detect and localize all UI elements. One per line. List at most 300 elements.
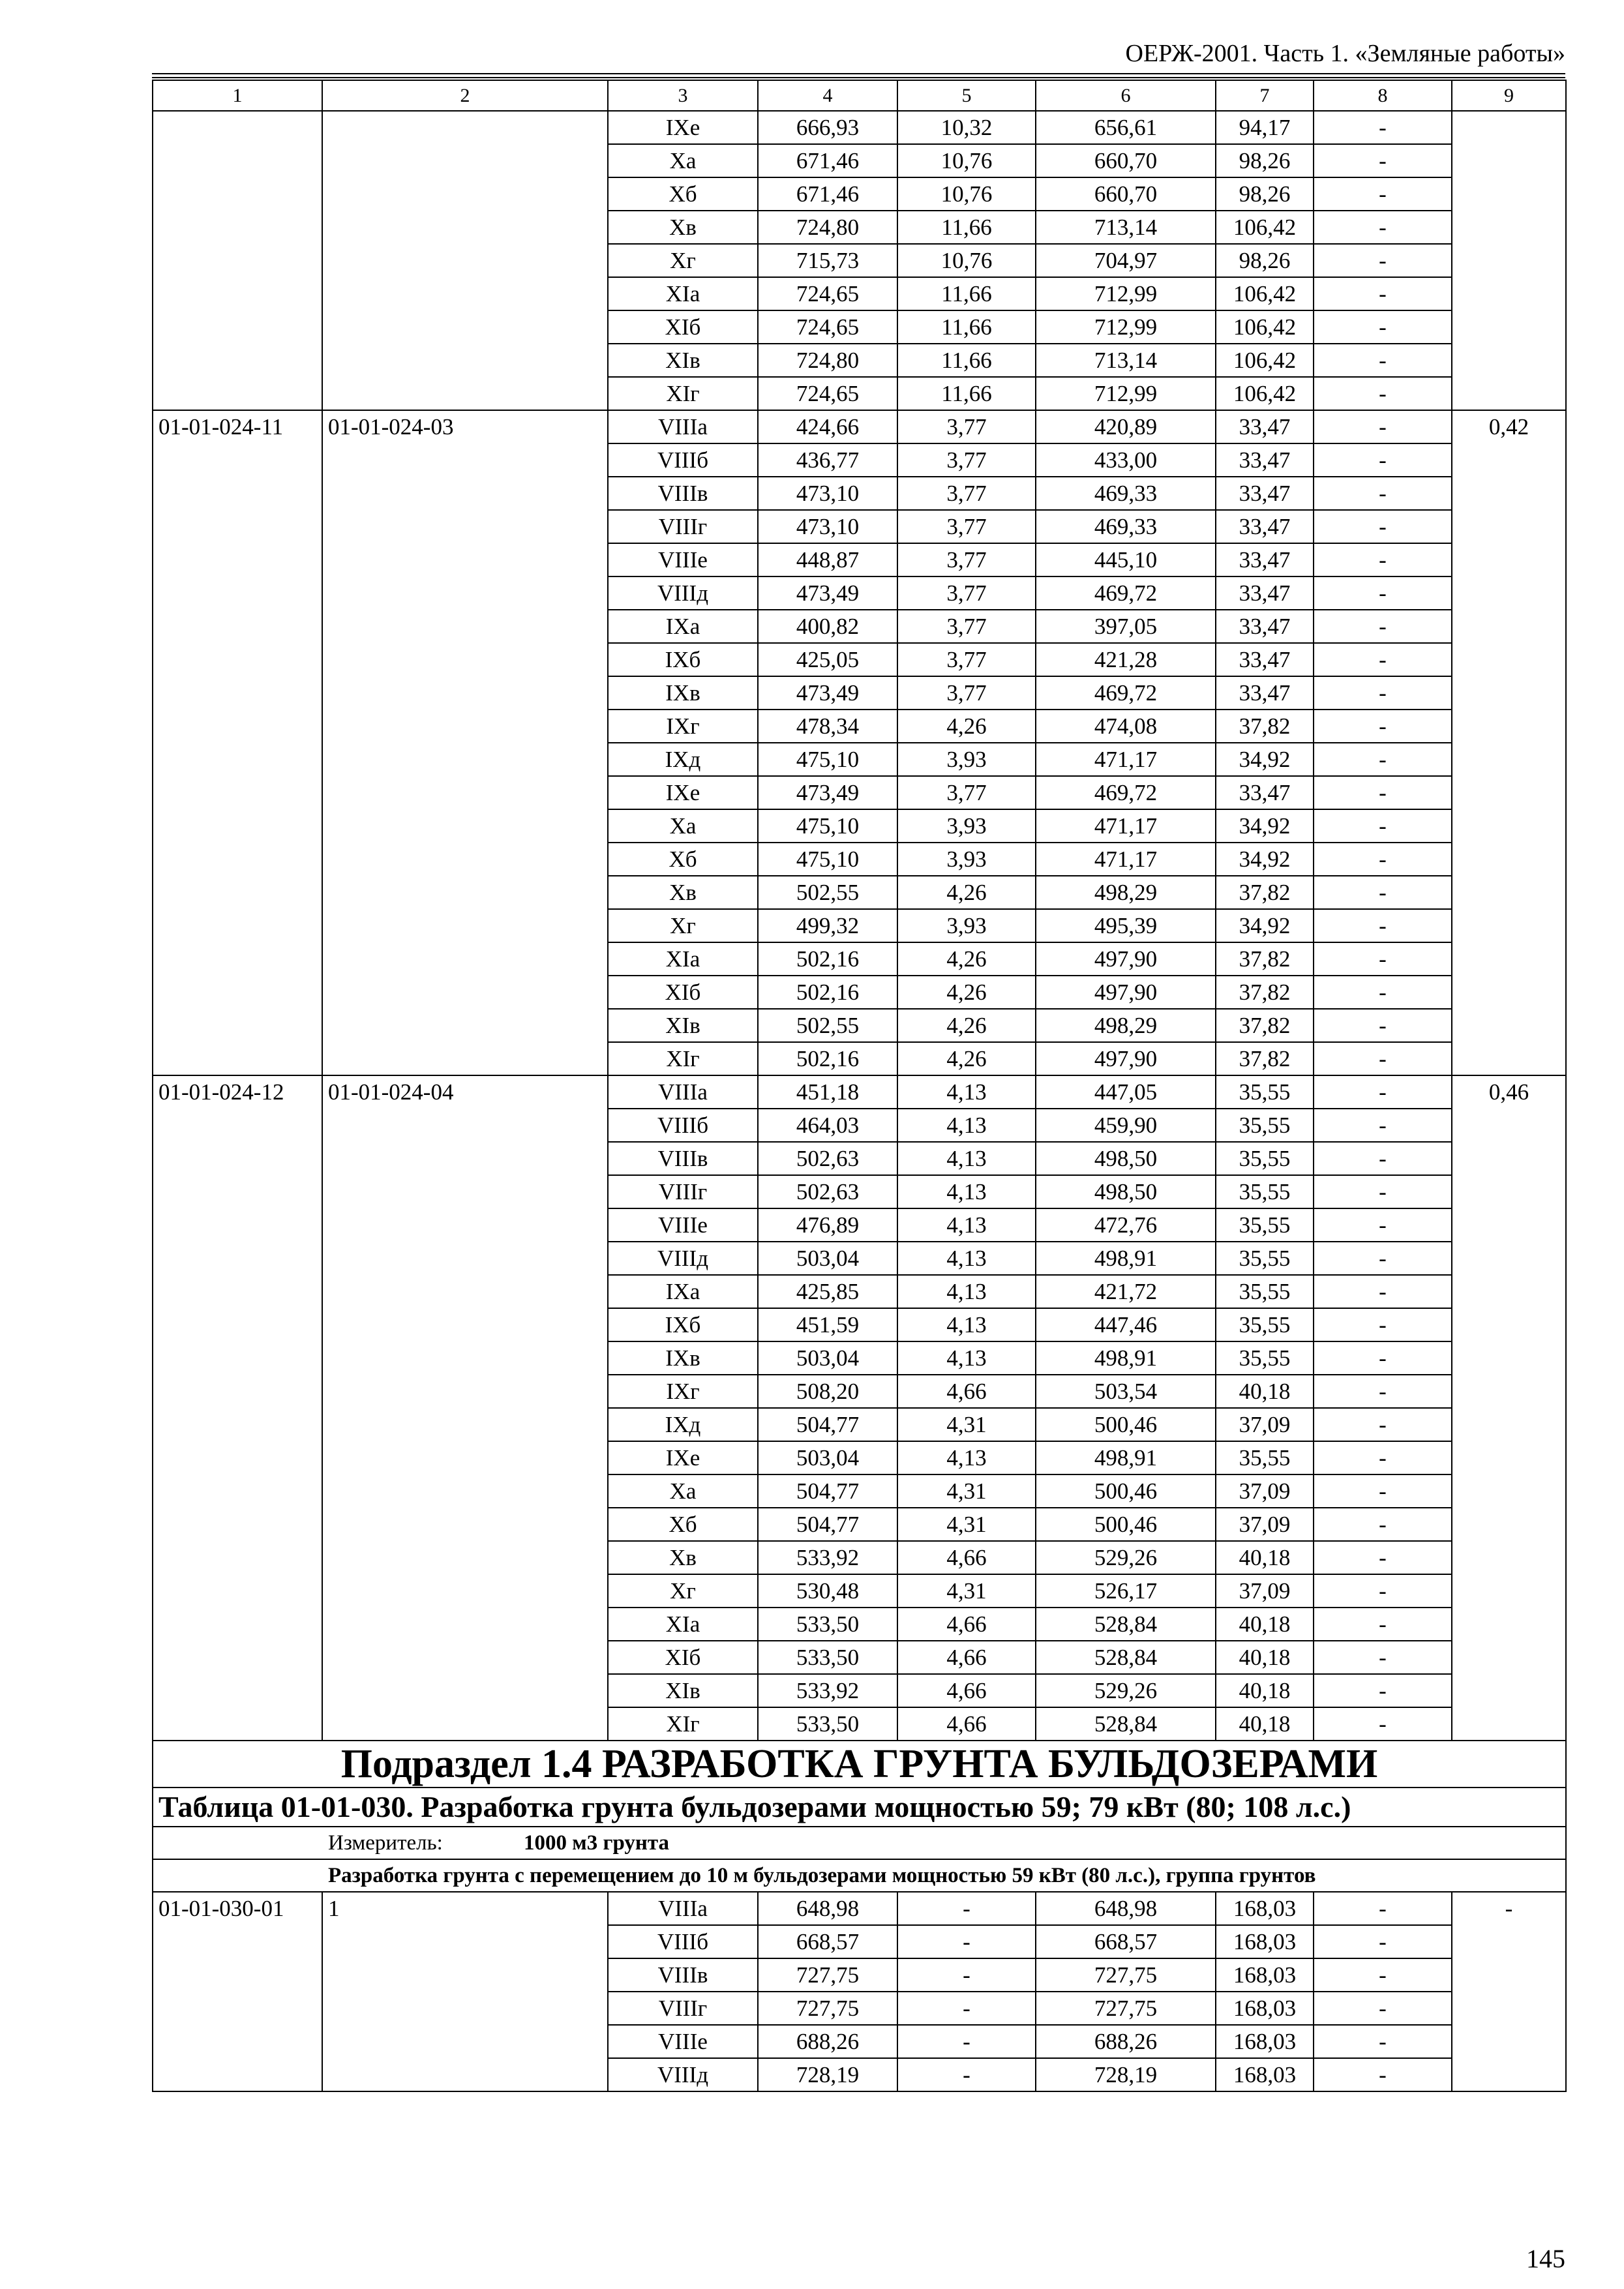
driver-wages: 37,09 — [1216, 1508, 1314, 1541]
labor-wages: 4,13 — [897, 1142, 1036, 1175]
driver-wages: 98,26 — [1216, 244, 1314, 277]
machine-costs: 503,54 — [1036, 1375, 1216, 1408]
material-costs: - — [1314, 244, 1452, 277]
soil-group: IXе — [608, 111, 758, 144]
labor-wages: 4,13 — [897, 1242, 1036, 1275]
material-costs: - — [1314, 377, 1452, 410]
direct-costs: 715,73 — [758, 244, 897, 277]
machine-costs: 433,00 — [1036, 443, 1216, 477]
material-costs: - — [1314, 1242, 1452, 1275]
driver-wages: 98,26 — [1216, 177, 1314, 211]
driver-wages: 35,55 — [1216, 1175, 1314, 1208]
material-costs: - — [1314, 1208, 1452, 1242]
labor-wages: 4,66 — [897, 1641, 1036, 1674]
driver-wages: 168,03 — [1216, 2025, 1314, 2058]
machine-costs: 660,70 — [1036, 177, 1216, 211]
labor-wages: 3,77 — [897, 776, 1036, 809]
labor-wages: - — [897, 1958, 1036, 1992]
column-number: 3 — [608, 80, 758, 111]
machine-costs: 713,14 — [1036, 344, 1216, 377]
driver-wages: 34,92 — [1216, 809, 1314, 843]
soil-group: XIа — [608, 942, 758, 976]
labor-wages: 3,93 — [897, 909, 1036, 942]
driver-wages: 35,55 — [1216, 1275, 1314, 1308]
labor-wages: 4,26 — [897, 710, 1036, 743]
column-number: 7 — [1216, 80, 1314, 111]
direct-costs: 530,48 — [758, 1574, 897, 1608]
machine-costs: 497,90 — [1036, 976, 1216, 1009]
labor-wages: 11,66 — [897, 344, 1036, 377]
material-costs: - — [1314, 211, 1452, 244]
labor-wages: 4,66 — [897, 1541, 1036, 1574]
column-number: 1 — [153, 80, 322, 111]
column-number: 9 — [1452, 80, 1566, 111]
column-number: 5 — [897, 80, 1036, 111]
material-costs: - — [1314, 1892, 1452, 1925]
direct-costs: 724,80 — [758, 344, 897, 377]
driver-wages: 37,82 — [1216, 710, 1314, 743]
labor-wages: 3,93 — [897, 843, 1036, 876]
direct-costs: 502,63 — [758, 1142, 897, 1175]
machine-costs: 420,89 — [1036, 410, 1216, 443]
material-costs: - — [1314, 643, 1452, 676]
direct-costs: 504,77 — [758, 1408, 897, 1441]
labor-wages: 4,13 — [897, 1175, 1036, 1208]
machine-costs: 688,26 — [1036, 2025, 1216, 2058]
labor-wages: 4,13 — [897, 1441, 1036, 1474]
driver-wages: 37,09 — [1216, 1574, 1314, 1608]
material-costs: - — [1314, 344, 1452, 377]
soil-group: Xб — [608, 1508, 758, 1541]
driver-wages: 33,47 — [1216, 443, 1314, 477]
direct-costs: 502,55 — [758, 876, 897, 909]
direct-costs: 671,46 — [758, 144, 897, 177]
machine-costs: 421,28 — [1036, 643, 1216, 676]
soil-group: IXд — [608, 1408, 758, 1441]
soil-group: VIIIе — [608, 2025, 758, 2058]
labor-wages: - — [897, 1892, 1036, 1925]
page-number: 145 — [1526, 2244, 1565, 2273]
labor-wages: 4,66 — [897, 1608, 1036, 1641]
machine-costs: 469,33 — [1036, 510, 1216, 543]
soil-group: Xв — [608, 876, 758, 909]
driver-wages: 106,42 — [1216, 211, 1314, 244]
soil-group: XIб — [608, 976, 758, 1009]
machine-costs: 421,72 — [1036, 1275, 1216, 1308]
direct-costs: 724,65 — [758, 377, 897, 410]
driver-wages: 34,92 — [1216, 909, 1314, 942]
machine-costs: 529,26 — [1036, 1541, 1216, 1574]
material-costs: - — [1314, 1408, 1452, 1441]
direct-costs: 424,66 — [758, 410, 897, 443]
material-costs: - — [1314, 1341, 1452, 1375]
rate-code: 01-01-030-01 — [153, 1892, 322, 2091]
labor-wages: 4,26 — [897, 876, 1036, 909]
soil-group: XIв — [608, 344, 758, 377]
labor-wages: 4,13 — [897, 1308, 1036, 1341]
unit-row — [153, 1827, 1566, 1859]
material-costs: - — [1314, 1042, 1452, 1075]
machine-costs: 498,91 — [1036, 1242, 1216, 1275]
driver-wages: 35,55 — [1216, 1142, 1314, 1175]
soil-group: Xа — [608, 1474, 758, 1508]
table-row — [153, 1892, 1566, 1925]
soil-group: VIIIг — [608, 1175, 758, 1208]
direct-costs: 727,75 — [758, 1992, 897, 2025]
soil-group: XIг — [608, 377, 758, 410]
soil-group: VIIIе — [608, 1208, 758, 1242]
column-number-row — [153, 80, 1566, 111]
driver-wages: 35,55 — [1216, 1341, 1314, 1375]
machine-costs: 712,99 — [1036, 310, 1216, 344]
machine-costs: 498,91 — [1036, 1341, 1216, 1375]
direct-costs: 503,04 — [758, 1441, 897, 1474]
material-costs: - — [1314, 510, 1452, 543]
driver-wages: 168,03 — [1216, 2058, 1314, 2091]
driver-wages: 33,47 — [1216, 576, 1314, 610]
direct-costs: 473,49 — [758, 776, 897, 809]
driver-wages: 40,18 — [1216, 1674, 1314, 1707]
labor-wages: 4,13 — [897, 1208, 1036, 1242]
direct-costs: 724,80 — [758, 211, 897, 244]
machine-costs: 500,46 — [1036, 1474, 1216, 1508]
material-costs: - — [1314, 1674, 1452, 1707]
labor-wages: 3,93 — [897, 743, 1036, 776]
header-rule-double — [152, 77, 1565, 78]
direct-costs: 724,65 — [758, 277, 897, 310]
material-costs: - — [1314, 610, 1452, 643]
material-costs: - — [1314, 1641, 1452, 1674]
machine-costs: 459,90 — [1036, 1109, 1216, 1142]
material-costs: - — [1314, 543, 1452, 576]
machine-costs: 656,61 — [1036, 111, 1216, 144]
soil-group: VIIIб — [608, 1925, 758, 1958]
driver-wages: 37,82 — [1216, 876, 1314, 909]
machine-costs: 469,72 — [1036, 676, 1216, 710]
direct-costs: 475,10 — [758, 743, 897, 776]
soil-group: IXб — [608, 643, 758, 676]
direct-costs: 503,04 — [758, 1242, 897, 1275]
running-header: ОЕРЖ-2001. Часть 1. «Земляные работы» — [1125, 40, 1565, 67]
driver-wages: 37,82 — [1216, 976, 1314, 1009]
machine-costs: 497,90 — [1036, 1042, 1216, 1075]
direct-costs: 503,04 — [758, 1341, 897, 1375]
unit-value: 1000 м3 грунта — [524, 1831, 670, 1855]
material-costs: - — [1314, 576, 1452, 610]
soil-group: IXг — [608, 710, 758, 743]
base-reference: 01-01-024-03 — [322, 410, 608, 1075]
labor-wages: 4,13 — [897, 1275, 1036, 1308]
material-costs: - — [1314, 1925, 1452, 1958]
machine-costs: 445,10 — [1036, 543, 1216, 576]
material-costs: - — [1314, 111, 1452, 144]
machine-costs: 498,29 — [1036, 876, 1216, 909]
direct-costs: 473,49 — [758, 576, 897, 610]
labor-coefficient — [1452, 111, 1566, 410]
direct-costs: 728,19 — [758, 2058, 897, 2091]
soil-group: Xа — [608, 144, 758, 177]
soil-group: IXв — [608, 1341, 758, 1375]
machine-costs: 447,46 — [1036, 1308, 1216, 1341]
direct-costs: 533,50 — [758, 1707, 897, 1741]
base-reference — [322, 111, 608, 410]
table-row — [153, 410, 1566, 443]
direct-costs: 502,63 — [758, 1175, 897, 1208]
machine-costs: 474,08 — [1036, 710, 1216, 743]
soil-group: Xб — [608, 843, 758, 876]
labor-wages: 10,76 — [897, 177, 1036, 211]
base-reference: 1 — [322, 1892, 608, 2091]
machine-costs: 728,19 — [1036, 2058, 1216, 2091]
labor-wages: 4,66 — [897, 1674, 1036, 1707]
soil-group: XIв — [608, 1009, 758, 1042]
soil-group: XIб — [608, 1641, 758, 1674]
soil-group: VIIIа — [608, 1075, 758, 1109]
labor-wages: 4,13 — [897, 1109, 1036, 1142]
machine-costs: 469,33 — [1036, 477, 1216, 510]
machine-costs: 500,46 — [1036, 1408, 1216, 1441]
soil-group: VIIIг — [608, 510, 758, 543]
table-title-row — [153, 1788, 1566, 1827]
material-costs: - — [1314, 976, 1452, 1009]
direct-costs: 476,89 — [758, 1208, 897, 1242]
column-number: 6 — [1036, 80, 1216, 111]
header-rule — [152, 73, 1565, 74]
driver-wages: 33,47 — [1216, 776, 1314, 809]
material-costs: - — [1314, 1308, 1452, 1341]
direct-costs: 464,03 — [758, 1109, 897, 1142]
direct-costs: 425,85 — [758, 1275, 897, 1308]
material-costs: - — [1314, 477, 1452, 510]
soil-group: Xг — [608, 1574, 758, 1608]
direct-costs: 502,16 — [758, 942, 897, 976]
table-title: Таблица 01-01-030. Разработка грунта бульдозерами мощностью 59; 79 кВт (80; 108 л.с.) — [153, 1788, 1566, 1827]
soil-group: IXе — [608, 776, 758, 809]
direct-costs: 504,77 — [758, 1508, 897, 1541]
soil-group: VIIIв — [608, 1958, 758, 1992]
material-costs: - — [1314, 1541, 1452, 1574]
direct-costs: 533,92 — [758, 1541, 897, 1574]
soil-group: IXг — [608, 1375, 758, 1408]
driver-wages: 40,18 — [1216, 1375, 1314, 1408]
machine-costs: 528,84 — [1036, 1608, 1216, 1641]
labor-wages: 10,76 — [897, 244, 1036, 277]
labor-wages: 4,31 — [897, 1508, 1036, 1541]
machine-costs: 713,14 — [1036, 211, 1216, 244]
driver-wages: 33,47 — [1216, 676, 1314, 710]
labor-wages: 11,66 — [897, 277, 1036, 310]
direct-costs: 473,10 — [758, 510, 897, 543]
material-costs: - — [1314, 743, 1452, 776]
machine-costs: 712,99 — [1036, 377, 1216, 410]
labor-coefficient: 0,42 — [1452, 410, 1566, 1075]
soil-group: Xг — [608, 909, 758, 942]
driver-wages: 98,26 — [1216, 144, 1314, 177]
direct-costs: 478,34 — [758, 710, 897, 743]
direct-costs: 671,46 — [758, 177, 897, 211]
material-costs: - — [1314, 1375, 1452, 1408]
work-title-row — [153, 1859, 1566, 1892]
soil-group: VIIIд — [608, 2058, 758, 2091]
material-costs: - — [1314, 144, 1452, 177]
material-costs: - — [1314, 776, 1452, 809]
soil-group: Xв — [608, 1541, 758, 1574]
labor-wages: 4,31 — [897, 1408, 1036, 1441]
material-costs: - — [1314, 177, 1452, 211]
driver-wages: 40,18 — [1216, 1608, 1314, 1641]
driver-wages: 168,03 — [1216, 1958, 1314, 1992]
labor-wages: 11,66 — [897, 310, 1036, 344]
material-costs: - — [1314, 843, 1452, 876]
machine-costs: 471,17 — [1036, 843, 1216, 876]
driver-wages: 37,82 — [1216, 1009, 1314, 1042]
driver-wages: 168,03 — [1216, 1892, 1314, 1925]
machine-costs: 529,26 — [1036, 1674, 1216, 1707]
driver-wages: 35,55 — [1216, 1075, 1314, 1109]
subsection-title: Подраздел 1.4 РАЗРАБОТКА ГРУНТА БУЛЬДОЗЕРАМИ — [153, 1741, 1566, 1788]
driver-wages: 106,42 — [1216, 277, 1314, 310]
material-costs: - — [1314, 909, 1452, 942]
soil-group: VIIIг — [608, 1992, 758, 2025]
labor-wages: - — [897, 1925, 1036, 1958]
material-costs: - — [1314, 310, 1452, 344]
machine-costs: 498,29 — [1036, 1009, 1216, 1042]
soil-group: XIг — [608, 1042, 758, 1075]
machine-costs: 447,05 — [1036, 1075, 1216, 1109]
material-costs: - — [1314, 676, 1452, 710]
direct-costs: 448,87 — [758, 543, 897, 576]
direct-costs: 436,77 — [758, 443, 897, 477]
direct-costs: 533,92 — [758, 1674, 897, 1707]
machine-costs: 727,75 — [1036, 1958, 1216, 1992]
machine-costs: 397,05 — [1036, 610, 1216, 643]
soil-group: IXб — [608, 1308, 758, 1341]
base-reference: 01-01-024-04 — [322, 1075, 608, 1741]
labor-wages: 4,66 — [897, 1707, 1036, 1741]
direct-costs: 451,18 — [758, 1075, 897, 1109]
machine-costs: 727,75 — [1036, 1992, 1216, 2025]
material-costs: - — [1314, 1441, 1452, 1474]
material-costs: - — [1314, 1508, 1452, 1541]
driver-wages: 40,18 — [1216, 1541, 1314, 1574]
soil-group: VIIIд — [608, 576, 758, 610]
material-costs: - — [1314, 809, 1452, 843]
labor-wages: 10,76 — [897, 144, 1036, 177]
direct-costs: 473,49 — [758, 676, 897, 710]
direct-costs: 475,10 — [758, 809, 897, 843]
material-costs: - — [1314, 2025, 1452, 2058]
material-costs: - — [1314, 443, 1452, 477]
driver-wages: 34,92 — [1216, 843, 1314, 876]
labor-wages: 4,26 — [897, 942, 1036, 976]
labor-wages: 3,77 — [897, 510, 1036, 543]
machine-costs: 471,17 — [1036, 809, 1216, 843]
material-costs: - — [1314, 1075, 1452, 1109]
machine-costs: 668,57 — [1036, 1925, 1216, 1958]
machine-costs: 469,72 — [1036, 776, 1216, 809]
material-costs: - — [1314, 876, 1452, 909]
material-costs: - — [1314, 1009, 1452, 1042]
driver-wages: 35,55 — [1216, 1242, 1314, 1275]
unit-label: Измеритель: — [328, 1831, 443, 1855]
machine-costs: 712,99 — [1036, 277, 1216, 310]
price-table — [152, 80, 1567, 2092]
labor-wages: 3,77 — [897, 610, 1036, 643]
labor-wages: 4,26 — [897, 1042, 1036, 1075]
labor-wages: 3,77 — [897, 643, 1036, 676]
soil-group: Xб — [608, 177, 758, 211]
labor-wages: - — [897, 2025, 1036, 2058]
material-costs: - — [1314, 1958, 1452, 1992]
direct-costs: 425,05 — [758, 643, 897, 676]
soil-group: VIIIа — [608, 410, 758, 443]
labor-wages: 4,26 — [897, 976, 1036, 1009]
direct-costs: 475,10 — [758, 843, 897, 876]
unit-cell — [153, 1827, 1566, 1859]
material-costs: - — [1314, 2058, 1452, 2091]
labor-wages: 11,66 — [897, 377, 1036, 410]
labor-wages: 3,77 — [897, 576, 1036, 610]
driver-wages: 37,82 — [1216, 1042, 1314, 1075]
machine-costs: 495,39 — [1036, 909, 1216, 942]
machine-costs: 528,84 — [1036, 1707, 1216, 1741]
driver-wages: 33,47 — [1216, 610, 1314, 643]
direct-costs: 727,75 — [758, 1958, 897, 1992]
labor-wages: 4,13 — [897, 1075, 1036, 1109]
driver-wages: 168,03 — [1216, 1925, 1314, 1958]
material-costs: - — [1314, 277, 1452, 310]
machine-costs: 660,70 — [1036, 144, 1216, 177]
material-costs: - — [1314, 1142, 1452, 1175]
direct-costs: 502,16 — [758, 1042, 897, 1075]
driver-wages: 37,09 — [1216, 1408, 1314, 1441]
labor-wages: - — [897, 2058, 1036, 2091]
direct-costs: 499,32 — [758, 909, 897, 942]
direct-costs: 688,26 — [758, 2025, 897, 2058]
driver-wages: 106,42 — [1216, 344, 1314, 377]
soil-group: VIIIб — [608, 1109, 758, 1142]
labor-coefficient: - — [1452, 1892, 1566, 2091]
driver-wages: 40,18 — [1216, 1641, 1314, 1674]
soil-group: IXв — [608, 676, 758, 710]
direct-costs: 666,93 — [758, 111, 897, 144]
soil-group: IXе — [608, 1441, 758, 1474]
soil-group: VIIIв — [608, 1142, 758, 1175]
driver-wages: 35,55 — [1216, 1109, 1314, 1142]
machine-costs: 528,84 — [1036, 1641, 1216, 1674]
direct-costs: 724,65 — [758, 310, 897, 344]
direct-costs: 648,98 — [758, 1892, 897, 1925]
direct-costs: 533,50 — [758, 1608, 897, 1641]
soil-group: IXа — [608, 610, 758, 643]
machine-costs: 498,91 — [1036, 1441, 1216, 1474]
soil-group: VIIIв — [608, 477, 758, 510]
soil-group: VIIIб — [608, 443, 758, 477]
direct-costs: 668,57 — [758, 1925, 897, 1958]
soil-group: XIг — [608, 1707, 758, 1741]
material-costs: - — [1314, 1175, 1452, 1208]
driver-wages: 37,09 — [1216, 1474, 1314, 1508]
labor-wages: 11,66 — [897, 211, 1036, 244]
driver-wages: 106,42 — [1216, 310, 1314, 344]
driver-wages: 33,47 — [1216, 410, 1314, 443]
driver-wages: 33,47 — [1216, 643, 1314, 676]
machine-costs: 498,50 — [1036, 1175, 1216, 1208]
machine-costs: 472,76 — [1036, 1208, 1216, 1242]
direct-costs: 502,16 — [758, 976, 897, 1009]
material-costs: - — [1314, 410, 1452, 443]
driver-wages: 35,55 — [1216, 1308, 1314, 1341]
